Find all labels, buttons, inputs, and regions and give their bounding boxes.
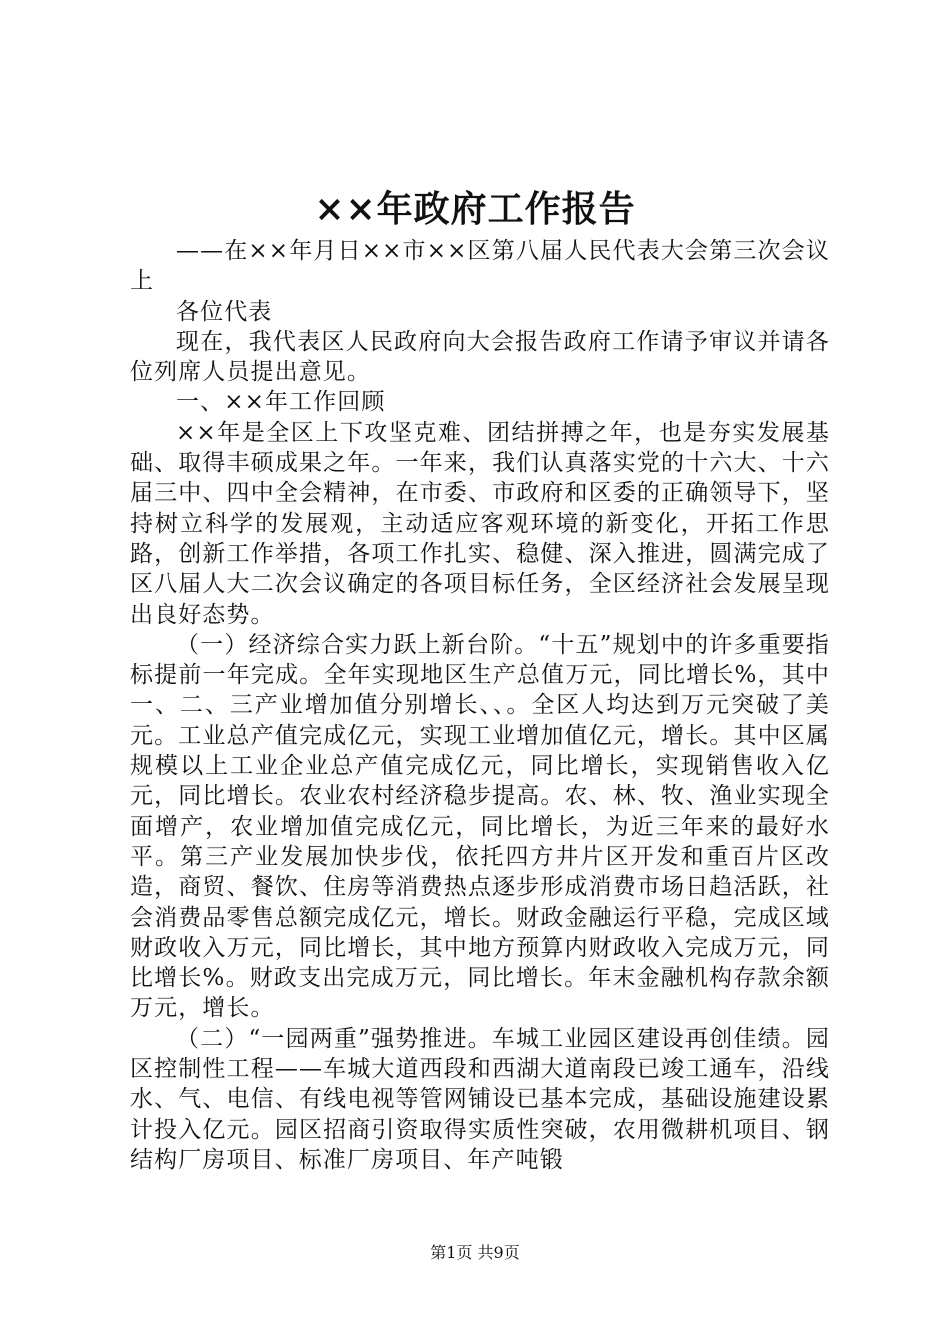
salutation-paragraph: 各位代表 (176, 298, 273, 325)
body-paragraph: （一）经济综合实力跃上新台阶。“十五”规划中的许多重要指标提前一年完成。全年实现地区生产总值万元，同比增长%，其中一、二、三产业增加值分别增长、、。全区人均达到万元突破了美元。工业总产值完成亿元，实现工业增加值亿元，增长。其中区属规模以上工业企业总产值完成亿元，同比增长，实现销售收入亿元，同比增长。农业农村经济稳步提高。农、林、牧、渔业实现全面增产，农业增加值完成亿元，同比增长，为近三年来的最好水平。第三产业发展加快步伐，依托四方井片区开发和重百片区改造，商贸、餐饮、住房等消费热点逐步形成消费市场日趋活跃，社会消费品零售总额完成亿元，增长。财政金融运行平稳，完成区域财政收入万元，同比增长，其中地方预算内财政收入完成万元，同比增长%。财政支出完成万元，同比增长。年末金融机构存款余额万元，增长。 (130, 631, 830, 1022)
page-footer: 第1页 共9页 (430, 1243, 520, 1262)
intro-paragraph: 现在，我代表区人民政府向大会报告政府工作请予审议并请各位列席人员提出意见。 (130, 328, 830, 386)
document-title: ××年政府工作报告 (314, 188, 636, 230)
body-paragraph: （二）“一园两重”强势推进。车城工业园区建设再创佳绩。园区控制性工程——车城大道西段和西湖大道南段已竣工通车，沿线水、气、电信、有线电视等管网铺设已基本完成，基础设施建设累计投入亿元。园区招商引资取得实质性突破，农用微耕机项目、钢结构厂房项目、标准厂房项目、年产吨锻 (130, 1025, 830, 1173)
body-paragraph: ××年是全区上下攻坚克难、团结拼搏之年，也是夯实发展基础、取得丰硕成果之年。一年来，我们认真落实党的十六大、十六届三中、四中全会精神，在市委、市政府和区委的正确领导下，坚持树立科学的发展观，主动适应客观环境的新变化，开拓工作思路，创新工作举措，各项工作扎实、稳健、深入推进，圆满完成了区八届人大二次会议确定的各项目标任务，全区经济社会发展呈现出良好态势。 (130, 419, 830, 628)
subtitle-paragraph: ——在××年月日××市××区第八届人民代表大会第三次会议上 (130, 238, 830, 295)
section-heading: 一、××年工作回顾 (176, 389, 386, 416)
document-body (130, 236, 830, 1175)
